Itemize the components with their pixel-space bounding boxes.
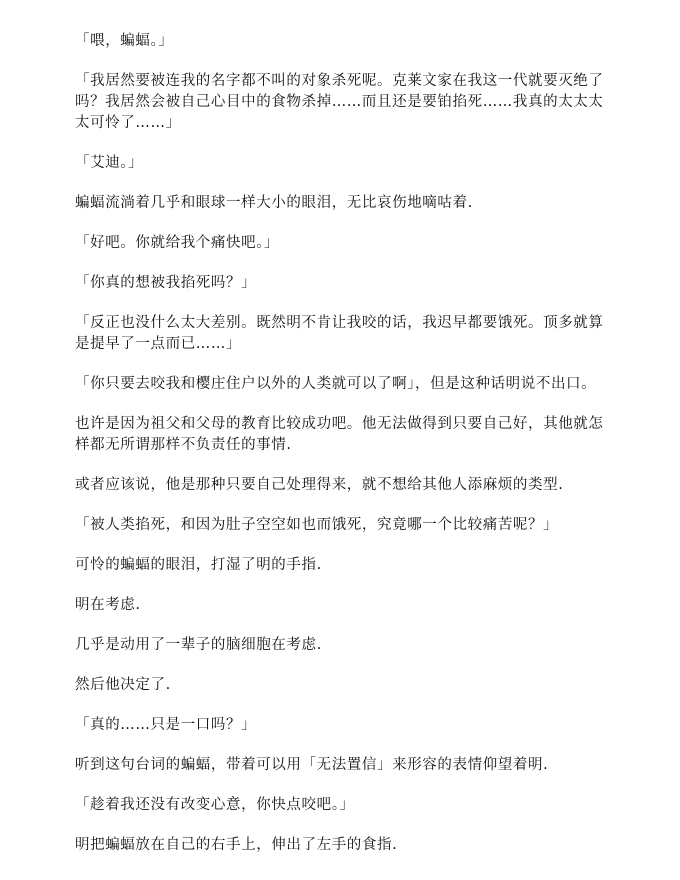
paragraph-6: 「你真的想被我掐死吗？」	[75, 275, 257, 291]
paragraph-1: 「喂，蝙蝠。」	[75, 33, 174, 49]
paragraph-9: 也许是因为祖父和父母的教育比较成功吧。他无法做得到只要自己好，其他就怎样都无所谓那样不负责任的事情.	[75, 416, 604, 453]
paragraph-4: 蝙蝠流淌着几乎和眼球一样大小的眼泪，无比哀伤地嘀咕着.	[75, 195, 473, 211]
paragraph-13: 明在考虑.	[75, 597, 141, 613]
paragraph-7: 「反正也没什么太大差别。既然明不肯让我咬的话，我迟早都要饿死。顶多就算是提早了一点而已……」	[75, 315, 604, 352]
paragraph-14: 几乎是动用了一辈子的脑细胞在考虑.	[75, 637, 322, 653]
paragraph-19: 明把蝙蝠放在自己的右手上，伸出了左手的食指.	[75, 837, 398, 853]
paragraph-15: 然后他决定了.	[75, 677, 171, 693]
paragraph-17: 听到这句台词的蝙蝠，带着可以用「无法置信」来形容的表情仰望着明.	[75, 757, 549, 773]
paragraph-2: 「我居然要被连我的名字都不叫的对象杀死呢。克莱文家在我这一代就要灭绝了吗？我居然会被自己心目中的食物杀掉……而且还是要铂掐死……我真的太太太太可怜了……」	[75, 73, 604, 131]
paragraph-8: 「你只要去咬我和樱庄住户以外的人类就可以了啊」，但是这种话明说不出口。	[75, 376, 597, 392]
paragraph-5: 「好吧。你就给我个痛快吧。」	[75, 235, 280, 251]
paragraph-3: 「艾迪。」	[75, 155, 144, 171]
paragraph-18: 「趁着我还没有改变心意，你快点咬吧。」	[75, 797, 355, 813]
paragraph-10: 或者应该说，他是那种只要自己处理得来，就不想给其他人添麻烦的类型.	[75, 477, 564, 493]
paragraph-16: 「真的……只是一口吗？」	[75, 717, 257, 733]
paragraph-12: 可怜的蝙蝠的眼泪，打湿了明的手指.	[75, 557, 322, 573]
paragraph-11: 「被人类掐死，和因为肚子空空如也而饿死，究竟哪一个比较痛苦呢？」	[75, 517, 559, 533]
